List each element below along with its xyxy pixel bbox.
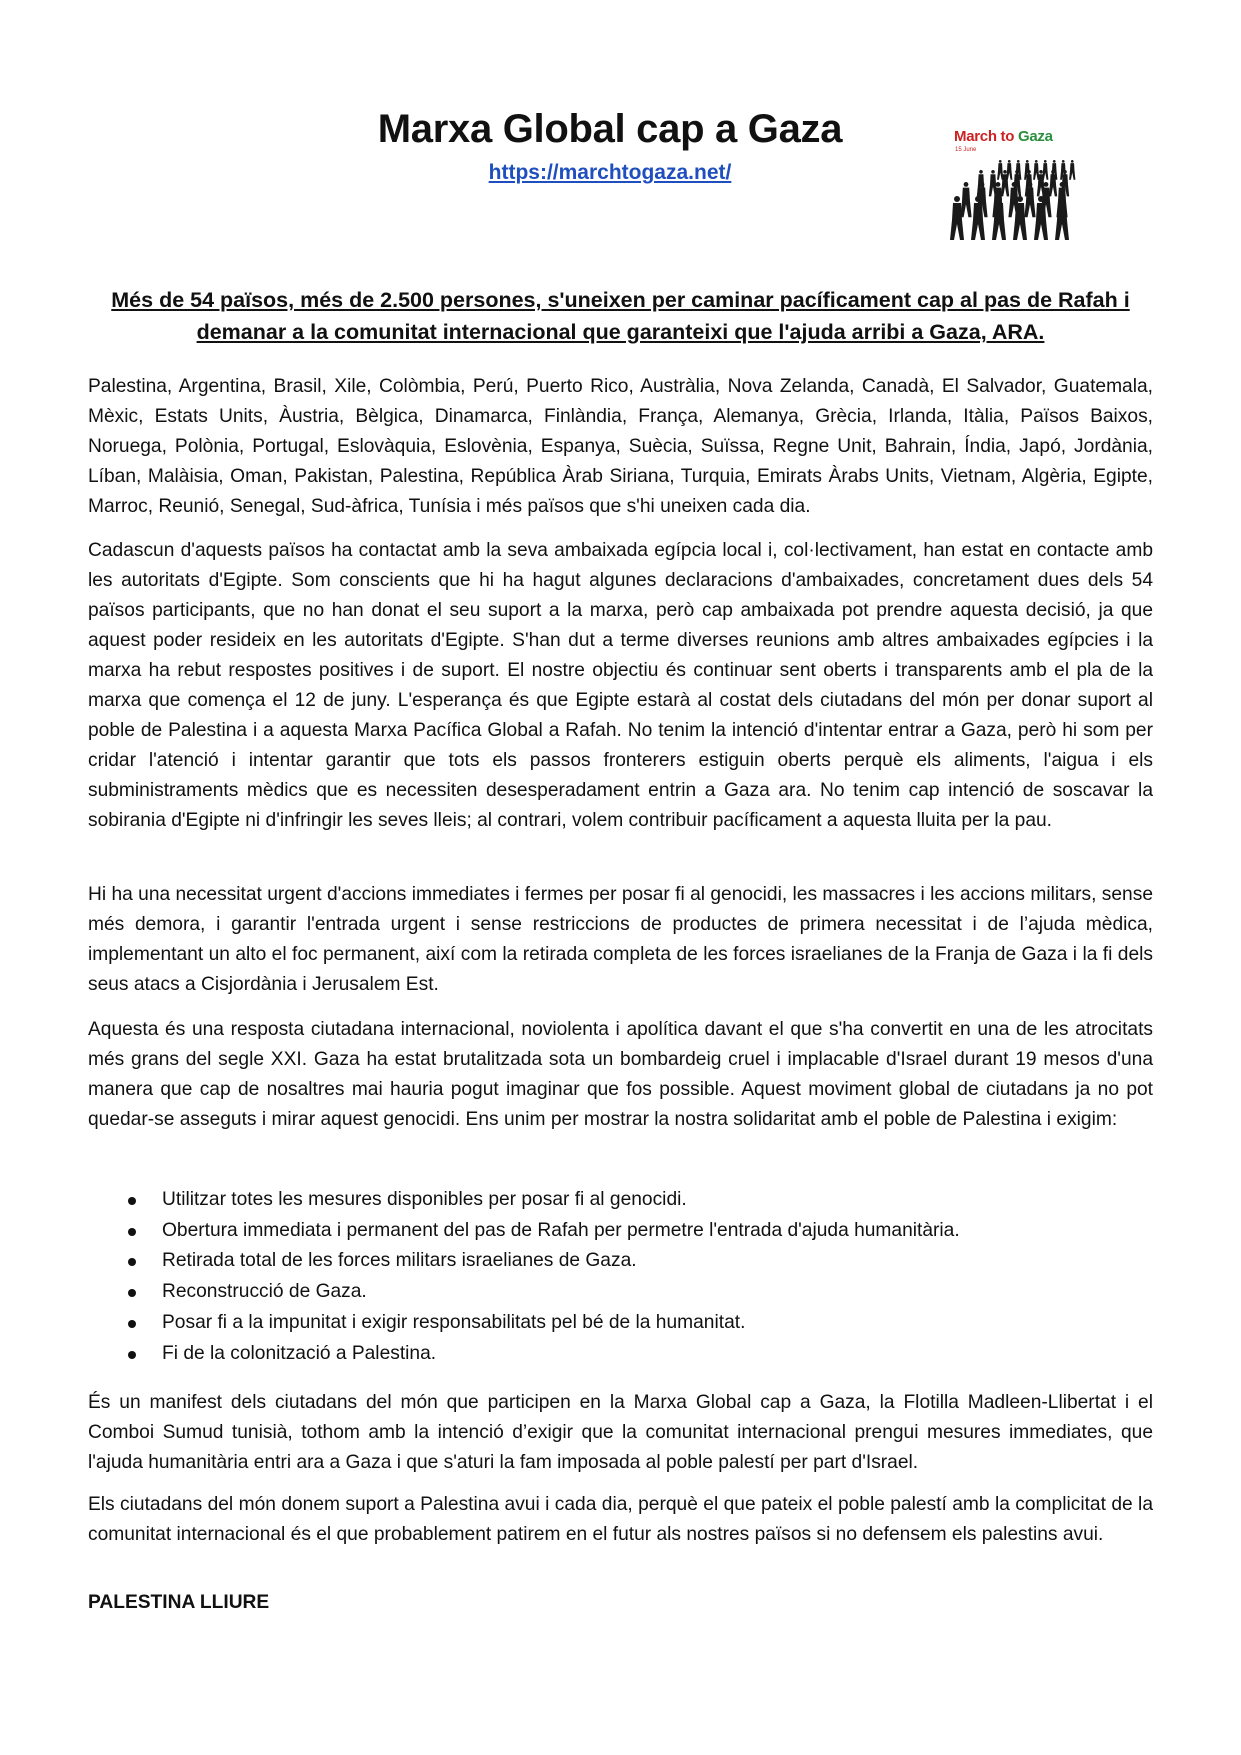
bullet-icon [128,1320,136,1328]
citizen-response-paragraph: Aquesta és una resposta ciutadana internacional, noviolenta i apolítica davant el que s'ha convertit en una de les atrocitats més grans del segle XXI. Gaza ha estat brutalitzada sota un bombardeig cruel i implacable d'Israel durant 19 mesos d'una manera que cap de nosaltres mai hauria pogut imaginar que fos possible. Aquest moviment global de ciutadans ja no pot quedar-se asseguts i mirar aquest genocidi. Ens unim per mostrar la nostra solidaritat amb el poble de Palestina i exigim: [88,1019,1153,1130]
list-item [88,1308,1153,1339]
demand-text: Reconstrucció de Gaza. [162,1281,367,1303]
demand-text: Posar fi a la impunitat i exigir responsabilitats pel bé de la humanitat. [162,1311,746,1333]
list-item [88,1216,1153,1247]
demands-list [88,1185,1153,1369]
demand-text: Retirada total de les forces militars israelianes de Gaza. [162,1250,637,1272]
closing-slogan: PALESTINA LLIURE [88,1592,270,1613]
solidarity-paragraph: Els ciutadans del món donem suport a Palestina avui i cada dia, perquè el que pateix el poble palestí amb la complicitat de la comunitat internacional és el que probablement patirem en el futur als nostres països si no defensem els palestins avui. [88,1494,1153,1545]
logo-title [954,128,1053,146]
demand-text: Utilitzar totes les mesures disponibles per posar fi al genocidi. [162,1189,687,1210]
headline [88,284,1153,348]
bullet-icon [128,1351,136,1359]
headline-text: Més de 54 països, més de 2.500 persones, s'uneixen per caminar pacíficament cap al pas de Rafah i demanar a la comunitat internacional que garanteixi que l'ajuda arribi a Gaza, ARA. [111,288,1130,344]
bullet-icon [128,1258,136,1266]
list-item [88,1185,1153,1216]
list-item [88,1277,1153,1308]
participating-countries-paragraph: Palestina, Argentina, Brasil, Xile, Colòmbia, Perú, Puerto Rico, Austràlia, Nova Zelanda, Canadà, El Salvador, Guatemala, Mèxic, Estats Units, Àustria, Bèlgica, Dinamarca, Finlàndia, França, Alemanya, Grècia, Irlanda, Itàlia, Països Baixos, Noruega, Polònia, Portugal, Eslovàquia, Eslovènia, Espanya, Suècia, Suïssa, Regne Unit, Bahrain, Índia, Japó, Jordània, Líban, Malàisia, Oman, Pakistan, Palestina, República Àrab Siriana, Turquia, Emirats Àrabs Units, Vietnam, Algèria, Egipte, Marroc, Reunió, Senegal, Sud-àfrica, Tunísia i més països que s'hi uneixen cada dia. [88,376,1153,517]
bullet-icon [128,1228,136,1236]
bullet-icon [128,1197,136,1205]
manifesto-paragraph: És un manifest dels ciutadans del món que participen en la Marxa Global cap a Gaza, la Flotilla Madleen-Llibertat i el Comboi Sumud tunisià, tothom amb la intenció d’exigir que la comunitat internacional prengui mesures immediates, que l'ajuda humanitària entri ara a Gaza i que s'aturi la fam imposada al poble palestí per part d'Israel. [88,1392,1153,1473]
march-to-gaza-logo [948,124,1088,246]
demand-text: Obertura immediata i permanent del pas de Rafah per permetre l'entrada d'ajuda humanitària. [162,1219,960,1241]
urgent-action-paragraph: Hi ha una necessitat urgent d'accions immediates i fermes per posar fi al genocidi, les massacres i les accions militars, sense més demora, i garantir l'entrada urgent i sense restriccions de productes de primera necessitat i de l’ajuda mèdica, implementant un alto el foc permanent, així com la retirada completa de les forces israelianes de la Franja de Gaza i la fi dels seus atacs a Cisjordània i Jerusalem Est. [88,884,1153,995]
bullet-icon [128,1289,136,1297]
demand-text: Fi de la colonització a Palestina. [162,1342,437,1364]
logo-word-march: March to [954,128,1015,145]
list-item [88,1246,1153,1277]
logo-word-gaza: Gaza [1017,128,1053,145]
marching-crowd-icon [948,154,1088,246]
website-link[interactable]: https://marchtogaza.net/ [488,161,732,184]
logo-date: 15 June [955,147,977,153]
list-item [88,1339,1153,1370]
embassy-contact-paragraph: Cadascun d'aquests països ha contactat amb la seva ambaixada egípcia local i, col·lectivament, han estat en contacte amb les autoritats d'Egipte. Som conscients que hi ha hagut algunes declaracions d'ambaixades, concretament dues dels 54 països participants, que no han donat el seu suport a la marxa, però cap ambaixada pot prendre aquesta decisió, ja que aquest poder resideix en les autoritats d'Egipte. S'han dut a terme diverses reunions amb altres ambaixades egípcies i la marxa ha rebut respostes positives i de suport. El nostre objectiu és continuar sent oberts i transparents amb el pla de la marxa que comença el 12 de juny. L'esperança és que Egipte estarà al costat dels ciutadans del món per donar suport al poble de Palestina i a aquesta Marxa Pacífica Global a Rafah. No tenim la intenció d'intentar entrar a Gaza, però hi som per cridar l'atenció i intentar garantir que tots els passos fronterers estiguin oberts perquè els aliments, l'aigua i els subministraments mèdics que es necessiten desesperadament entrin a Gaza ara. No tenim cap intenció de soscavar la sobirania d'Egipte ni d'infringir les seves lleis; al contrari, volem contribuir pacíficament a aquesta lluita per la pau. [88,540,1153,831]
document-title: Marxa Global cap a Gaza [377,107,843,151]
